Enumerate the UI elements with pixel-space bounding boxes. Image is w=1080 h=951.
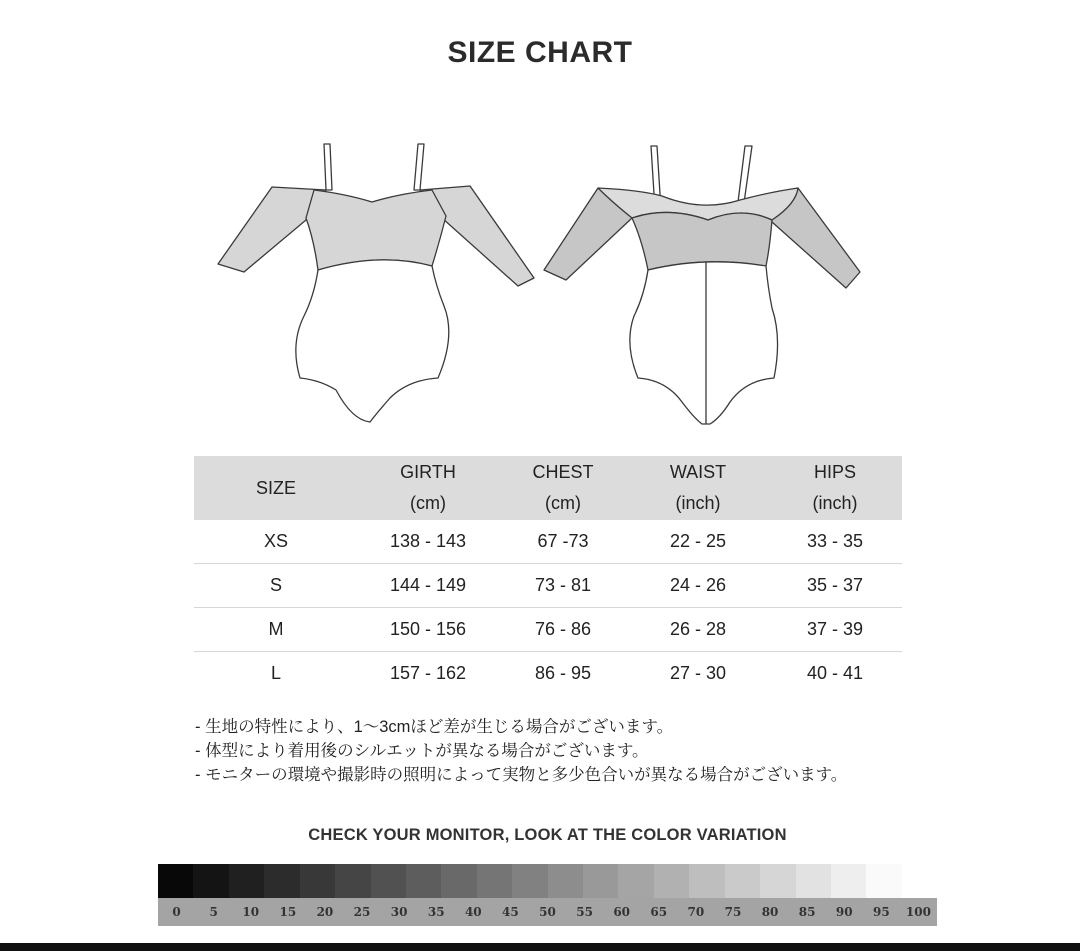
scale-label: 10 [242,905,260,919]
scale-label: 100 [905,905,931,919]
gray-swatch-80 [725,864,760,898]
cell-girth: 157 - 162 [389,663,467,683]
cell-hips: 37 - 39 [768,608,902,652]
color-check-title: CHECK YOUR MONITOR, LOOK AT THE COLOR VARIATION [308,826,787,844]
cell-waist: 27 - 30 [669,663,727,683]
scale-label: 50 [539,905,556,919]
scale-label: 35 [427,905,445,919]
front-garment-illustration [218,144,534,422]
scale-label: 5 [209,905,218,919]
gray-swatch-70 [654,864,689,898]
scale-label: 15 [279,905,297,919]
table-row [194,564,902,608]
gray-swatch-45 [477,864,512,898]
gray-swatch-55 [548,864,583,898]
scale-label: 55 [576,905,593,919]
note-item: - 体型により着用後のシルエットが異なる場合がございます。 [195,742,649,760]
scale-label: 40 [464,905,482,919]
cell-chest: 86 - 95 [534,663,592,683]
cell-size: L [270,663,281,683]
cell-hips: 35 - 37 [768,564,902,608]
bottom-divider [0,943,1080,951]
table-header-row [194,456,902,520]
grayscale-scale-labels [158,898,937,926]
scale-label: 80 [761,905,779,919]
cell-waist: 26 - 28 [628,608,768,652]
header-size: SIZE [194,456,358,520]
scale-label: 60 [613,905,631,919]
gray-swatch-40 [441,864,476,898]
gray-swatch-95 [831,864,866,898]
garment-illustrations [210,140,870,430]
gray-swatch-75 [689,864,724,898]
scale-label: 65 [650,905,668,919]
scale-label: 30 [390,905,408,919]
cell-chest: 76 - 86 [498,608,628,652]
page-title: SIZE CHART [447,36,633,69]
back-garment-illustration [544,146,860,424]
gray-swatch-25 [335,864,370,898]
scale-label: 95 [872,905,890,919]
cell-size: M [194,608,358,652]
cell-chest: 67 -73 [498,520,628,564]
cell-girth: 144 - 149 [358,564,498,608]
scale-label: 0 [172,905,181,919]
gray-swatch-90 [796,864,831,898]
scale-label: 20 [316,905,334,919]
table-row [194,652,902,696]
gray-swatch-15 [264,864,299,898]
scale-label: 85 [798,905,816,919]
cell-size: XS [194,520,358,564]
size-table [194,456,902,695]
gray-swatch-35 [406,864,441,898]
grayscale-swatch-strip [158,864,902,898]
gray-swatch-20 [300,864,335,898]
gray-swatch-85 [760,864,795,898]
cell-waist: 22 - 25 [628,520,768,564]
scale-label: 45 [502,905,519,919]
note-item: - モニターの環境や撮影時の照明によって実物と多少色合いが異なる場合がございます。 [195,766,848,784]
cell-hips: 40 - 41 [806,663,864,683]
scale-label: 25 [353,905,371,919]
table-row [194,608,902,652]
gray-swatch-0 [158,864,193,898]
gray-swatch-100 [866,864,901,898]
table-row [194,520,902,564]
header-hips: HIPS (inch) [768,456,902,520]
gray-swatch-65 [618,864,653,898]
cell-girth: 150 - 156 [358,608,498,652]
scale-label: 90 [835,905,853,919]
gray-swatch-50 [512,864,547,898]
cell-waist: 24 - 26 [628,564,768,608]
gray-swatch-30 [371,864,406,898]
header-waist: WAIST (inch) [628,456,768,520]
cell-chest: 73 - 81 [498,564,628,608]
scale-label: 75 [724,905,742,919]
header-chest: CHEST (cm) [498,456,628,520]
header-girth: GIRTH (cm) [358,456,498,520]
gray-swatch-5 [193,864,228,898]
cell-size: S [194,564,358,608]
cell-girth: 138 - 143 [358,520,498,564]
cell-hips: 33 - 35 [768,520,902,564]
notes-list [195,715,1015,787]
gray-swatch-10 [229,864,264,898]
scale-label: 70 [687,905,705,919]
gray-swatch-60 [583,864,618,898]
note-item: - 生地の特性により、1〜3cmほど差が生じる場合がございます。 [195,718,674,736]
